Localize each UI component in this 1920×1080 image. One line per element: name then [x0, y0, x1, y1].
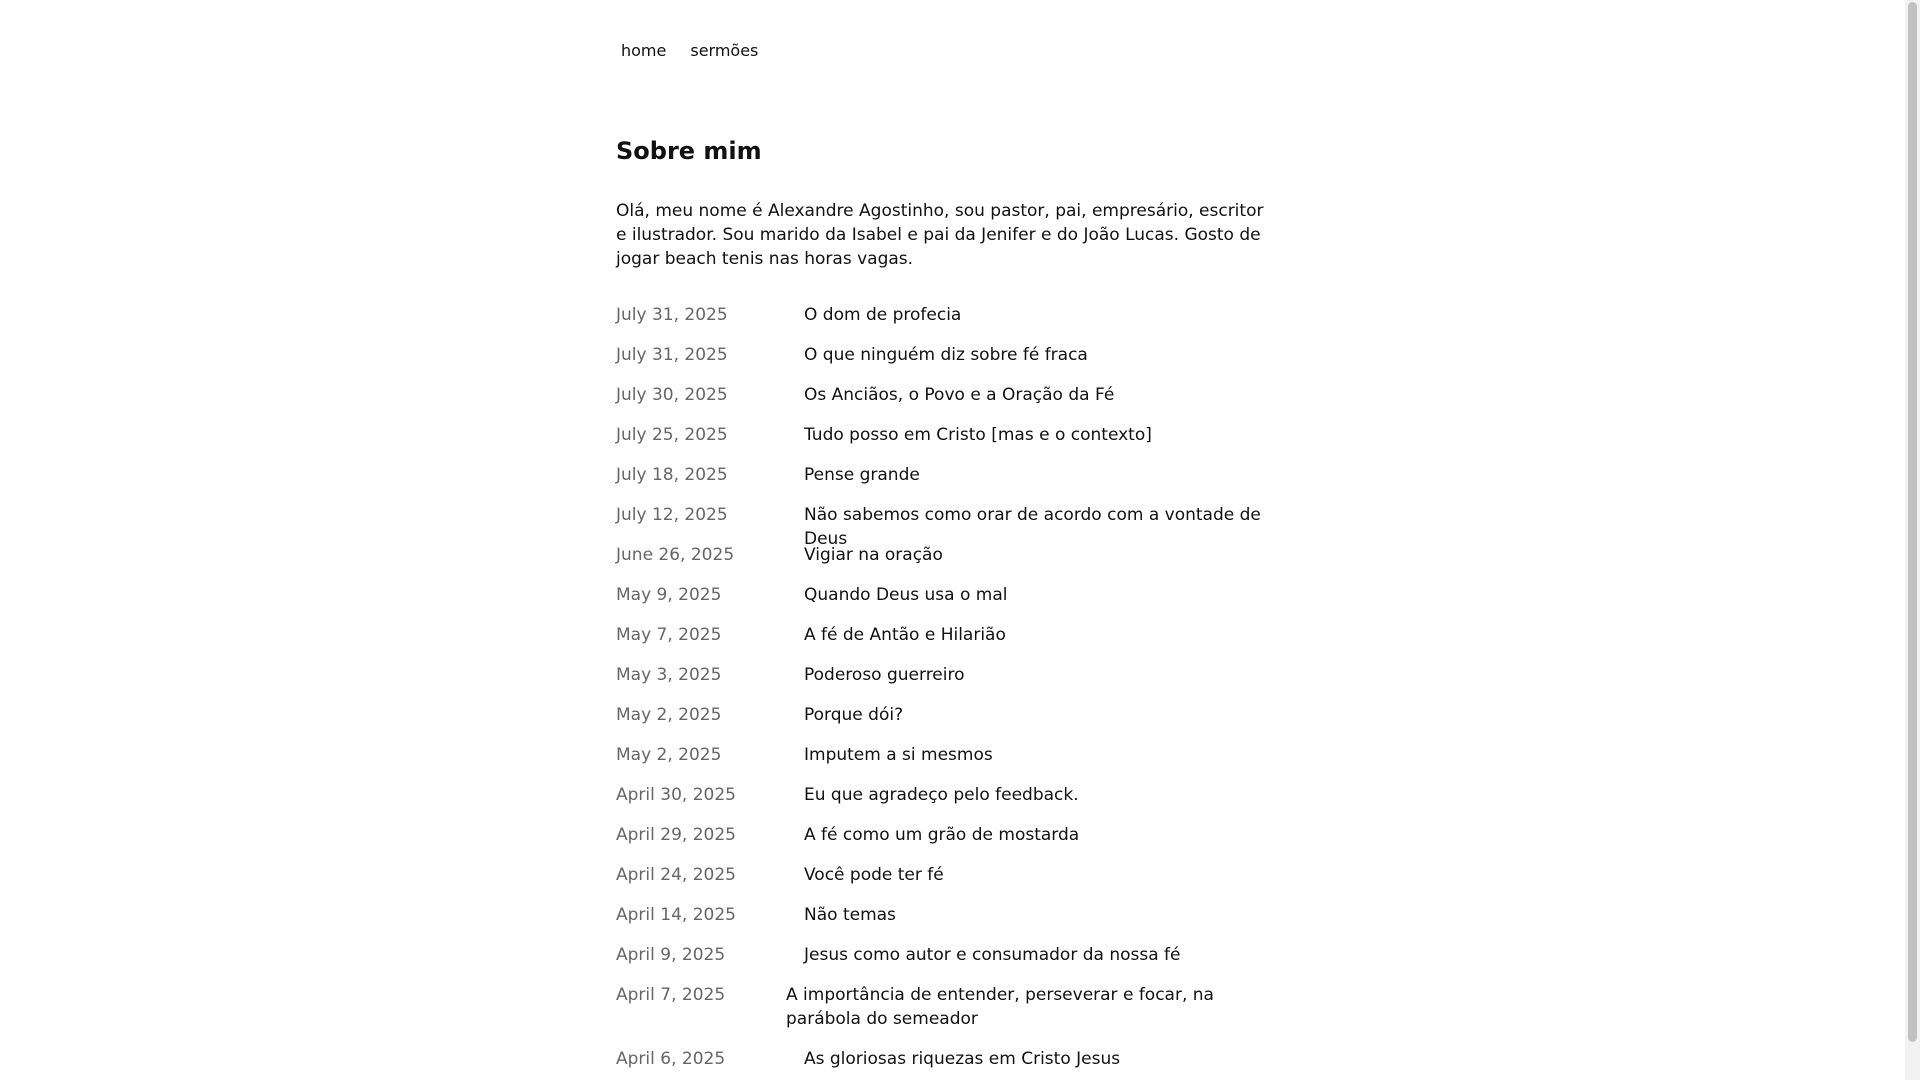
post-title-link[interactable]: Não temas: [804, 905, 896, 925]
post-title-link[interactable]: Eu que agradeço pelo feedback.: [804, 785, 1079, 805]
post-row: [616, 343, 1296, 383]
post-title-link[interactable]: O que ninguém diz sobre fé fraca: [804, 345, 1088, 365]
post-date: April 14, 2025: [616, 905, 736, 925]
post-date: May 2, 2025: [616, 705, 722, 725]
post-date: July 25, 2025: [616, 425, 728, 445]
post-row: [616, 543, 1296, 583]
post-row: [616, 1047, 1296, 1080]
top-nav: [621, 40, 758, 62]
post-title-link[interactable]: Imputem a si mesmos: [804, 745, 993, 765]
post-row: [616, 903, 1296, 943]
post-row: [616, 503, 1296, 549]
post-title-link[interactable]: Tudo posso em Cristo [mas e o contexto]: [804, 425, 1152, 445]
post-date: April 24, 2025: [616, 865, 736, 885]
post-date: July 31, 2025: [616, 345, 728, 365]
post-row: [616, 783, 1296, 823]
post-title-link[interactable]: As gloriosas riquezas em Cristo Jesus: [804, 1049, 1121, 1069]
post-row: [616, 583, 1296, 623]
post-date: April 6, 2025: [616, 1049, 726, 1069]
post-row: [616, 303, 1296, 343]
post-title-link[interactable]: Pense grande: [804, 465, 920, 485]
post-row: [616, 823, 1296, 863]
post-date: May 9, 2025: [616, 585, 722, 605]
post-row: [616, 383, 1296, 423]
post-row: [616, 463, 1296, 503]
scrollbar-thumb[interactable]: [1908, 2, 1917, 1042]
post-date: April 29, 2025: [616, 825, 736, 845]
page-title: Sobre mim: [616, 137, 762, 165]
post-row: [616, 943, 1296, 983]
post-row: [616, 623, 1296, 663]
intro-paragraph: Olá, meu nome é Alexandre Agostinho, sou pastor, pai, empresário, escritor e ilustrador. Sou marido da Isabel e pai da Jenifer e do João Lucas. Gosto de jogar beach tenis nas horas vagas.: [616, 201, 1264, 269]
post-date: July 12, 2025: [616, 505, 728, 525]
post-date: June 26, 2025: [616, 545, 735, 565]
nav-sermons-link[interactable]: sermões: [690, 41, 759, 60]
post-date: April 9, 2025: [616, 945, 726, 965]
nav-home-link[interactable]: home: [621, 41, 667, 60]
post-title-link[interactable]: O dom de profecia: [804, 305, 962, 325]
post-date: July 30, 2025: [616, 385, 728, 405]
post-title-link[interactable]: Quando Deus usa o mal: [804, 585, 1008, 605]
post-date: May 3, 2025: [616, 665, 722, 685]
vertical-scrollbar[interactable]: [1905, 0, 1920, 1080]
post-title-link[interactable]: A fé de Antão e Hilarião: [804, 625, 1006, 645]
post-title-link[interactable]: Não sabemos como orar de acordo com a vontade de Deus: [804, 505, 1261, 549]
post-date: April 30, 2025: [616, 785, 736, 805]
post-title-link[interactable]: Jesus como autor e consumador da nossa fé: [804, 945, 1181, 965]
post-row: [616, 983, 1296, 1047]
post-title-link[interactable]: Você pode ter fé: [804, 865, 944, 885]
post-row: [616, 663, 1296, 703]
post-date: May 7, 2025: [616, 625, 722, 645]
post-title-link[interactable]: A fé como um grão de mostarda: [804, 825, 1080, 845]
post-row: [616, 703, 1296, 743]
post-date: July 18, 2025: [616, 465, 728, 485]
post-list: [616, 303, 1296, 1080]
post-title-link[interactable]: Porque dói?: [804, 705, 904, 725]
post-row: [616, 743, 1296, 783]
post-title-link[interactable]: Poderoso guerreiro: [804, 665, 965, 685]
post-date: July 31, 2025: [616, 305, 728, 325]
post-title-link[interactable]: Vigiar na oração: [804, 545, 943, 565]
post-row: [616, 863, 1296, 903]
post-title-link[interactable]: A importância de entender, perseverar e focar, na parábola do semeador: [786, 985, 1214, 1029]
post-title-link[interactable]: Os Anciãos, o Povo e a Oração da Fé: [804, 385, 1115, 405]
post-date: May 2, 2025: [616, 745, 722, 765]
post-row: [616, 423, 1296, 463]
post-date: April 7, 2025: [616, 985, 726, 1005]
